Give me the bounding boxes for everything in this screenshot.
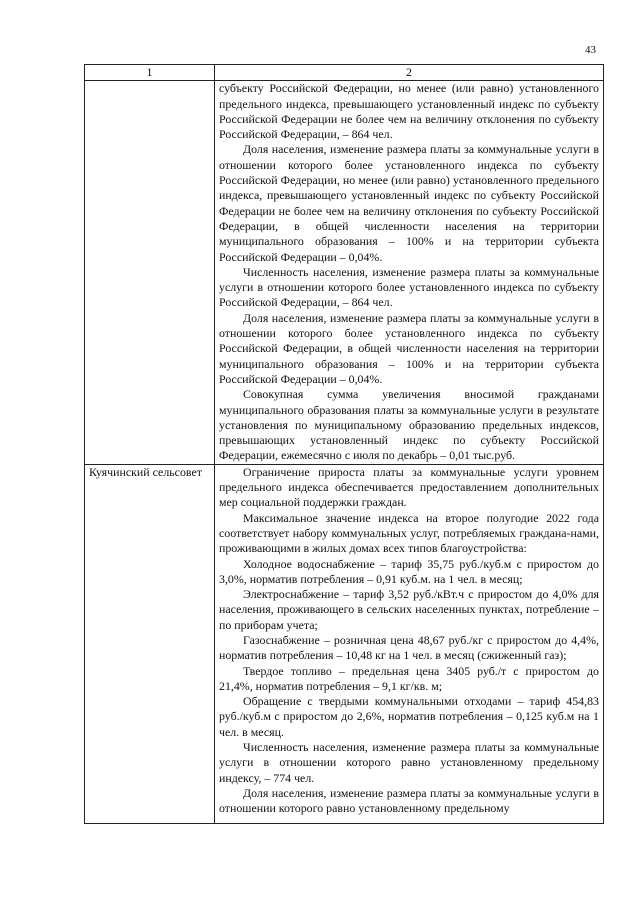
paragraph-continuation-4: Доля населения, изменение размера платы за коммунальные услуги в отношении которого более установленного индекса по субъекту Российской Федерации, в общей численности населения на территории муниципального образования – 100% и на территории субъекта Российской Федерации – 0,04%. — [219, 310, 599, 386]
paragraph-kuyachinsky-9: Доля населения, изменение размера платы за коммунальные услуги в отношении которого равно установленному предельному — [219, 785, 599, 816]
paragraph-kuyachinsky-8: Численность населения, изменение размера платы за коммунальные услуги в отношении которого равно установленному предельному индексу, – 774 чел. — [219, 740, 599, 785]
paragraph-kuyachinsky-1: Ограничение прироста платы за коммунальные услуги уровнем предельного индекса обеспечивается предоставлением дополнительных мер социальной поддержки граждан. — [219, 464, 599, 510]
paragraph-continuation-3: Численность населения, изменение размера платы за коммунальные услуги в отношении которого более установленного индекса по субъекту Российской Федерации, – 864 чел. — [219, 264, 599, 310]
table-row-kuyachinsky — [85, 464, 604, 823]
paragraph-kuyachinsky-7: Обращение с твердыми коммунальными отходами – тариф 454,83 руб./куб.м с приростом до 2,6%, норматив потребления – 0,125 куб.м на 1 чел. в месяц. — [219, 694, 599, 739]
cell-bottom-spacer — [219, 817, 599, 823]
paragraph-continuation-5: Совокупная сумма увеличения вносимой гражданами муниципального образования платы за коммунальные услуги в результате установления по муниципальному образованию предельных индексов, превышающих установленный индекс по субъекту Российской Федерации, ежемесячно с июля по декабрь – 0,01 тыс.руб. — [219, 387, 599, 463]
page-number: 43 — [585, 44, 596, 56]
paragraph-kuyachinsky-2: Максимальное значение индекса на второе полугодие 2022 года соответствует набору коммунальных услуг, потребляемых граждана-нами, проживающими в жилых домах всех типов благоустройства: — [219, 510, 599, 556]
paragraph-continuation-1: субъекту Российской Федерации, но менее (или равно) установленного предельного индекса, превышающего установленный индекс по субъекту Российской Федерации не более чем на величину отклонения по субъекту Российской Федерации, – 864 чел. — [219, 81, 599, 142]
paragraph-kuyachinsky-5: Газоснабжение – розничная цена 48,67 руб./кг с приростом до 4,4%, норматив потребления – 10,48 кг на 1 чел. в месяц (сжиженный газ); — [219, 632, 599, 663]
paragraph-kuyachinsky-3: Холодное водоснабжение – тариф 35,75 руб./куб.м с приростом до 3,0%, норматив потребления – 0,91 куб.м. на 1 чел. в месяц; — [219, 556, 599, 586]
municipality-cell — [85, 464, 215, 823]
description-cell-kuyachinsky — [215, 464, 604, 823]
paragraph-kuyachinsky-6: Твердое топливо – предельная цена 3405 руб./т с приростом до 21,4%, норматив потребления – 9,1 кг/кв. м; — [219, 663, 599, 693]
table-row-continuation — [85, 81, 604, 464]
column-number-2: 2 — [215, 65, 604, 81]
description-cell-continuation — [215, 81, 604, 464]
municipality-cell-empty — [85, 81, 215, 464]
municipality-name: Куячинский сельсовет — [89, 464, 202, 479]
paragraph-continuation-2: Доля населения, изменение размера платы за коммунальные услуги в отношении которого более установленного индекса по субъекту Российской Федерации, но менее (или равно) установленного предельного индекса, превышающего установленный индекс по субъекту Российской Федерации не более чем на величину отклонения по субъекту Российской Федерации, в общей численности населения на территории муниципального образования – 100% и на территории субъекта Российской Федерации – 0,04%. — [219, 142, 599, 264]
column-number-1: 1 — [85, 65, 215, 81]
regional-index-table — [84, 64, 604, 824]
table-header-row — [85, 65, 604, 81]
paragraph-kuyachinsky-4: Электроснабжение – тариф 3,52 руб./кВт.ч с приростом до 4,0% для населения, проживающего в сельских населенных пунктах, потребление – по приборам учета; — [219, 587, 599, 632]
